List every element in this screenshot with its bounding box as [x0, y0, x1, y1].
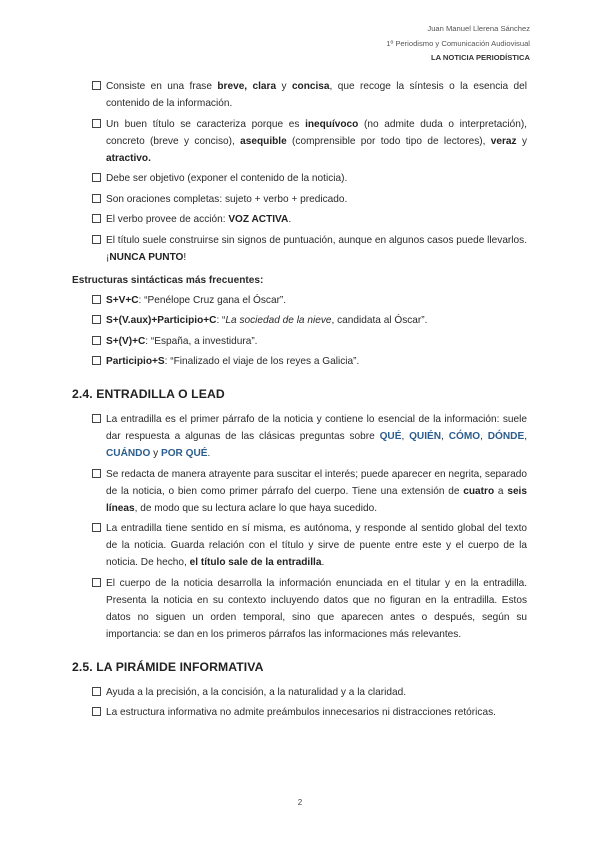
- text-run: asequible: [240, 135, 287, 147]
- text-run: seis líneas: [106, 485, 527, 514]
- text-run: QUIÉN: [409, 431, 442, 442]
- text-run: concisa: [291, 81, 330, 92]
- list-item: [72, 353, 527, 370]
- checkbox-icon[interactable]: [92, 356, 101, 365]
- checkbox-icon[interactable]: [92, 173, 101, 182]
- list-item: [72, 211, 527, 228]
- text-run: .: [207, 448, 211, 459]
- list-item: [72, 704, 527, 721]
- text-run: El cuerpo de la noticia desarrolla la información enunciada en el titular y en la entradilla. Presenta la noticia en su contexto incluyendo datos que no figuran en la entradilla. Estos datos no siguen un orden temporal, sino que aparecen antes o después, según su importancia: se dan en los primeros párrafos las informaciones más relevantes.: [106, 577, 527, 640]
- page-content: [72, 78, 527, 725]
- text-run: y: [276, 81, 292, 92]
- checkbox-icon[interactable]: [92, 194, 101, 203]
- title-characteristics-list: [72, 78, 527, 266]
- text-run: La entradilla es el primer párrafo de la noticia y contiene lo esencial de la información: suele dar respuesta a algunas de las clásicas preguntas sobre: [106, 414, 527, 442]
- text-run: POR QUÉ: [160, 448, 208, 459]
- text-run: .: [321, 557, 325, 568]
- text-run: ,: [480, 431, 488, 442]
- section-heading-entradilla: 2.4. ENTRADILLA O LEAD: [72, 387, 225, 401]
- checkbox-icon[interactable]: [92, 687, 101, 696]
- header-author: Juan Manuel Llerena Sánchez: [427, 24, 530, 33]
- text-run: y: [150, 448, 161, 459]
- text-run: Debe ser objetivo (exponer el contenido de la noticia).: [106, 173, 348, 184]
- text-run: veraz: [490, 135, 517, 147]
- checkbox-icon[interactable]: [92, 578, 101, 587]
- text-run: VOZ ACTIVA: [228, 214, 289, 225]
- checkbox-icon[interactable]: [92, 336, 101, 345]
- checkbox-icon[interactable]: [92, 81, 101, 90]
- text-run: Son oraciones completas: sujeto + verbo + predicado.: [106, 193, 348, 205]
- text-run: QUÉ: [379, 431, 402, 442]
- list-item: [72, 116, 527, 167]
- text-run: ,: [401, 431, 410, 442]
- text-run: , de modo que su lectura aclare lo que haya sucedido.: [134, 502, 378, 514]
- text-run: (comprensible por todo tipo de lectores),: [286, 135, 491, 147]
- text-run: atractivo.: [106, 152, 151, 164]
- text-run: inequívoco: [305, 118, 359, 130]
- text-run: S+(V.aux)+Participio+C: [106, 315, 217, 326]
- text-run: y: [516, 135, 527, 147]
- list-item: [72, 312, 527, 329]
- section-heading-piramide: 2.5. LA PIRÁMIDE INFORMATIVA: [72, 659, 264, 674]
- checkbox-icon[interactable]: [92, 214, 101, 223]
- text-run: La estructura informativa no admite preámbulos innecesarios ni distracciones retóricas.: [106, 707, 496, 718]
- list-item: [72, 411, 527, 462]
- text-run: La entradilla tiene sentido en sí misma, es autónoma, y responde al sentido global del texto de la noticia. Guarda relación con el título y sirve de puente entre este y el cuerpo de la noticia. De hecho,: [106, 523, 527, 568]
- structures-list: [72, 292, 527, 371]
- piramide-list: [72, 684, 527, 722]
- structures-heading: Estructuras sintácticas más frecuentes:: [72, 274, 264, 286]
- text-run: S+(V)+C: [106, 335, 146, 347]
- list-item: [72, 232, 527, 266]
- text-run: Consiste en una frase: [106, 81, 218, 92]
- list-item: [72, 333, 527, 350]
- list-item: [72, 191, 527, 208]
- text-run: El título suele construirse sin signos de puntuación, aunque en algunos casos puede llevarlos. ¡: [106, 234, 527, 263]
- text-run: ,: [524, 431, 527, 442]
- checkbox-icon[interactable]: [92, 235, 101, 244]
- text-run: !: [183, 251, 187, 263]
- checkbox-icon[interactable]: [92, 295, 101, 304]
- page-number: 2: [297, 798, 303, 807]
- text-run: .: [288, 214, 292, 225]
- list-item: [72, 466, 527, 517]
- list-item: [72, 78, 527, 112]
- checkbox-icon[interactable]: [92, 414, 101, 423]
- text-run: CÓMO: [448, 431, 481, 442]
- text-run: : “: [216, 315, 226, 326]
- list-item: [72, 170, 527, 187]
- checkbox-icon[interactable]: [92, 119, 101, 128]
- checkbox-icon[interactable]: [92, 315, 101, 324]
- checkbox-icon[interactable]: [92, 469, 101, 478]
- text-run: DÓNDE: [487, 431, 525, 442]
- text-run: S+V+C: [106, 294, 139, 306]
- text-run: Un buen título se caracteriza porque es: [106, 118, 306, 130]
- text-run: : “España, a investidura”.: [145, 335, 258, 347]
- text-run: , candidata al Óscar”.: [331, 315, 428, 326]
- list-item: [72, 575, 527, 643]
- text-run: a: [494, 485, 508, 497]
- checkbox-icon[interactable]: [92, 707, 101, 716]
- header-topic: LA NOTICIA PERIODÍSTICA: [430, 53, 530, 62]
- entradilla-list: [72, 411, 527, 643]
- text-run: Se redacta de manera atrayente para suscitar el interés; puede aparecer en negrita, separado de la noticia, o bien como primer párrafo del cuerpo. Tiene una extensión de: [106, 468, 527, 497]
- text-run: : “Finalizado el viaje de los reyes a Galicia”.: [164, 356, 360, 367]
- text-run: CUÁNDO: [106, 448, 151, 459]
- text-run: el título sale de la entradilla: [189, 557, 322, 568]
- text-run: cuatro: [463, 485, 495, 497]
- page-header: [386, 22, 530, 66]
- text-run: Ayuda a la precisión, a la concisión, a la naturalidad y a la claridad.: [106, 686, 407, 698]
- text-run: : “Penélope Cruz gana el Óscar”.: [138, 294, 287, 306]
- list-item: [72, 520, 527, 571]
- list-item: [72, 684, 527, 701]
- header-course: 1º Periodismo y Comunicación Audiovisual: [386, 38, 530, 48]
- text-run: El verbo provee de acción:: [106, 214, 229, 225]
- text-run: ,: [441, 431, 449, 442]
- text-run: (no admite duda o interpretación), concreto (breve y conciso),: [106, 118, 527, 147]
- text-run: , que recoge la síntesis o la esencia del contenido de la información.: [106, 81, 528, 109]
- list-item: [72, 292, 527, 309]
- text-run: NUNCA PUNTO: [109, 251, 184, 263]
- text-run: Participio+S: [106, 356, 165, 367]
- text-run: breve, clara: [217, 81, 277, 92]
- checkbox-icon[interactable]: [92, 523, 101, 532]
- text-run: La sociedad de la nieve: [225, 315, 332, 326]
